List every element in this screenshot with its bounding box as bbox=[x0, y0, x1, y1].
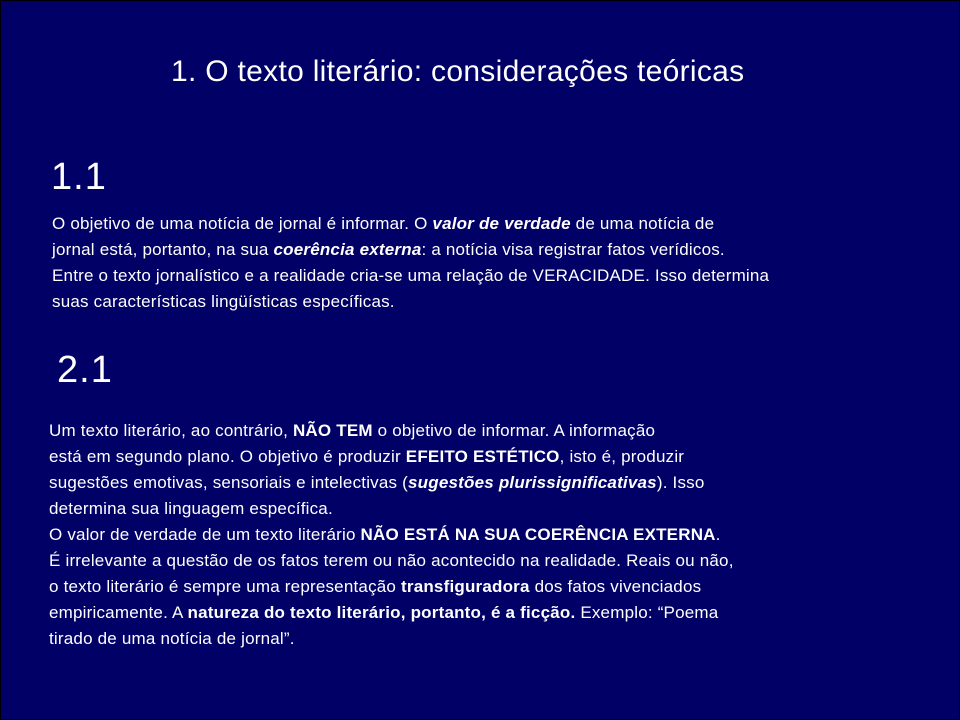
emphasized-text: transfiguradora bbox=[401, 577, 530, 596]
section-1-heading: 1.1 bbox=[51, 156, 107, 198]
text-run: : a notícia visa registrar fatos verídicos. bbox=[421, 240, 725, 259]
text-run: o texto literário é sempre uma representação bbox=[49, 577, 402, 596]
text-run: o objetivo de informar. A informação bbox=[372, 421, 656, 440]
section-2-heading: 2.1 bbox=[57, 349, 113, 391]
emphasized-text: sugestões plurissignificativas bbox=[408, 473, 657, 492]
paragraph-line bbox=[52, 289, 769, 315]
text-run: dos fatos vivenciados bbox=[529, 577, 702, 596]
text-run: determina sua linguagem específica. bbox=[49, 499, 333, 518]
emphasized-text: NÃO TEM bbox=[292, 421, 373, 440]
text-run: empiricamente. A bbox=[49, 603, 188, 622]
emphasized-text: EFEITO ESTÉTICO bbox=[405, 447, 560, 466]
text-run: Um texto literário, ao contrário, bbox=[49, 421, 293, 440]
section-2-paragraph bbox=[49, 418, 734, 652]
text-run: tirado de uma notícia de jornal”. bbox=[49, 629, 295, 648]
emphasized-text: coerência externa bbox=[273, 240, 422, 259]
emphasized-text: valor de verdade bbox=[432, 214, 571, 233]
paragraph-line bbox=[49, 470, 734, 496]
text-run: . bbox=[715, 525, 721, 544]
paragraph-line bbox=[49, 574, 734, 600]
slide-title: 1. O texto literário: considerações teóricas bbox=[171, 55, 745, 88]
text-run: ). Isso bbox=[656, 473, 705, 492]
text-run: O valor de verdade de um texto literário bbox=[49, 525, 361, 544]
section-1-paragraph bbox=[52, 211, 769, 315]
text-run: O objetivo de uma notícia de jornal é informar. O bbox=[52, 214, 433, 233]
paragraph-line bbox=[49, 600, 734, 626]
text-run: sugestões emotivas, sensoriais e intelectivas ( bbox=[49, 473, 409, 492]
emphasized-text: natureza do texto literário, portanto, é a ficção. bbox=[187, 603, 576, 622]
emphasized-text: NÃO ESTÁ NA SUA COERÊNCIA EXTERNA bbox=[360, 525, 716, 544]
text-run: , isto é, produzir bbox=[559, 447, 685, 466]
paragraph-line bbox=[52, 237, 769, 263]
paragraph-line bbox=[49, 444, 734, 470]
paragraph-line bbox=[49, 522, 734, 548]
text-run: É irrelevante a questão de os fatos terem ou não acontecido na realidade. Reais ou não, bbox=[49, 551, 734, 570]
text-run: jornal está, portanto, na sua bbox=[52, 240, 274, 259]
text-run: Exemplo: “Poema bbox=[575, 603, 719, 622]
paragraph-line bbox=[52, 263, 769, 289]
paragraph-line bbox=[49, 496, 734, 522]
text-run: Entre o texto jornalístico e a realidade cria-se uma relação de VERACIDADE. Isso determina bbox=[52, 266, 770, 285]
text-run: está em segundo plano. O objetivo é produzir bbox=[49, 447, 406, 466]
text-run: suas características lingüísticas específicas. bbox=[52, 292, 395, 311]
paragraph-line bbox=[49, 626, 734, 652]
paragraph-line bbox=[49, 548, 734, 574]
paragraph-line bbox=[52, 211, 769, 237]
text-run: de uma notícia de bbox=[570, 214, 715, 233]
paragraph-line bbox=[49, 418, 734, 444]
